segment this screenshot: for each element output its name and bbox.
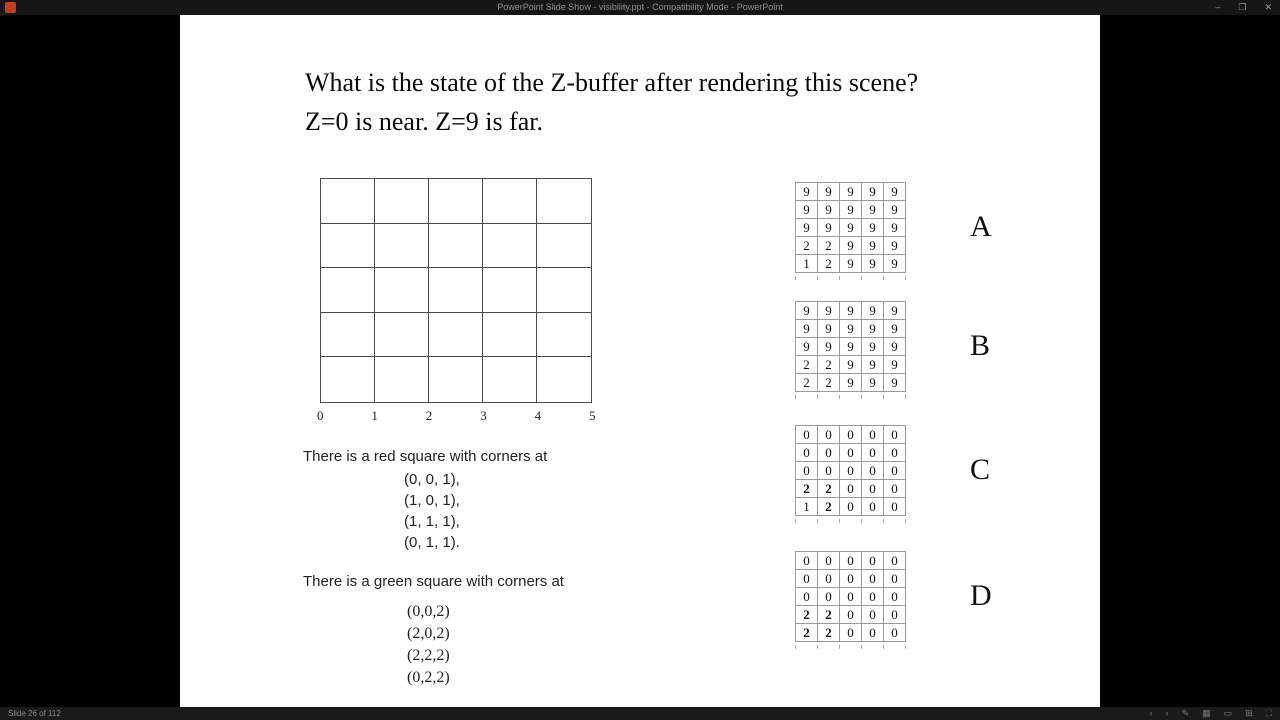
- slide-title-line2: Z=0 is near. Z=9 is far.: [305, 107, 543, 136]
- matrix-ticks: [795, 518, 907, 524]
- matrix-cell: 9: [884, 320, 906, 338]
- matrix-row: [796, 624, 906, 642]
- next-slide-button[interactable]: ›: [1165, 708, 1169, 718]
- slide: [180, 15, 1100, 707]
- slide-count: Slide 26 of 112: [8, 709, 61, 718]
- matrix-cell: 0: [818, 426, 840, 444]
- matrix-cell: 0: [862, 462, 884, 480]
- option-A: [795, 182, 1095, 282]
- matrix-cell: 9: [796, 201, 818, 219]
- matrix-cell: 9: [840, 219, 862, 237]
- zbuffer-matrix-A: [795, 182, 906, 273]
- axis-label-3: 3: [480, 408, 487, 423]
- matrix-cell: 0: [796, 426, 818, 444]
- matrix-cell: 0: [796, 462, 818, 480]
- matrix-cell: 9: [884, 255, 906, 273]
- matrix-cell: 0: [796, 570, 818, 588]
- matrix-row: [796, 219, 906, 237]
- matrix-row: [796, 426, 906, 444]
- matrix-cell: 0: [818, 588, 840, 606]
- matrix-cell: 9: [862, 255, 884, 273]
- option-label-B: B: [970, 329, 991, 362]
- matrix-cell: 0: [862, 480, 884, 498]
- matrix-cell: 0: [862, 624, 884, 642]
- matrix-cell: 0: [840, 588, 862, 606]
- zbuffer-matrix-B: [795, 301, 906, 392]
- matrix-cell: 0: [818, 444, 840, 462]
- zbuffer-matrix-C: [795, 425, 906, 516]
- matrix-cell: 0: [818, 552, 840, 570]
- matrix-row: [796, 302, 906, 320]
- corner-item: (0,0,2): [407, 603, 450, 620]
- matrix-cell: 9: [818, 320, 840, 338]
- matrix-cell: 9: [840, 183, 862, 201]
- matrix-cell: 0: [840, 624, 862, 642]
- corner-item: (0, 1, 1).: [404, 534, 460, 551]
- presentation-stage: [0, 15, 1280, 707]
- matrix-cell: 0: [884, 588, 906, 606]
- matrix-cell: 0: [840, 606, 862, 624]
- matrix-cell: 0: [840, 498, 862, 516]
- matrix-row: [796, 588, 906, 606]
- matrix-cell: 0: [840, 462, 862, 480]
- matrix-cell: 9: [818, 302, 840, 320]
- matrix-cell: 9: [840, 338, 862, 356]
- axis-label-0: 0: [317, 408, 324, 423]
- matrix-cell: 9: [862, 183, 884, 201]
- matrix-row: [796, 444, 906, 462]
- matrix-cell: 2: [796, 356, 818, 374]
- matrix-row: [796, 498, 906, 516]
- matrix-cell: 0: [862, 498, 884, 516]
- matrix-cell: 0: [884, 462, 906, 480]
- window-controls: [1215, 0, 1272, 15]
- matrix-cell: 0: [884, 444, 906, 462]
- matrix-cell: 2: [818, 624, 840, 642]
- matrix-cell: 9: [840, 356, 862, 374]
- matrix-row: [796, 552, 906, 570]
- matrix-cell: 9: [840, 201, 862, 219]
- corner-item: (0,2,2): [407, 669, 450, 686]
- matrix-cell: 9: [884, 201, 906, 219]
- matrix-cell: 0: [840, 444, 862, 462]
- matrix-cell: 2: [818, 606, 840, 624]
- matrix-cell: 0: [796, 444, 818, 462]
- option-label-C: C: [970, 453, 991, 486]
- matrix-cell: 2: [818, 498, 840, 516]
- matrix-row: [796, 338, 906, 356]
- maximize-button[interactable]: ❐: [1238, 2, 1247, 12]
- matrix-cell: 9: [862, 302, 884, 320]
- matrix-cell: 0: [796, 588, 818, 606]
- option-D: [795, 551, 1095, 651]
- matrix-cell: 9: [796, 338, 818, 356]
- corner-item: (0, 0, 1),: [404, 471, 460, 488]
- slide-title-line1: What is the state of the Z-buffer after rendering this scene?: [305, 68, 919, 97]
- normal-view-button[interactable]: ▭: [1223, 708, 1233, 718]
- matrix-cell: 0: [884, 570, 906, 588]
- matrix-row: [796, 201, 906, 219]
- matrix-cell: 0: [862, 588, 884, 606]
- options-column: [180, 15, 1100, 707]
- matrix-cell: 0: [840, 552, 862, 570]
- matrix-cell: 9: [862, 356, 884, 374]
- fullscreen-button[interactable]: ⛶: [1265, 708, 1272, 718]
- window-title: PowerPoint Slide Show - visibility.ppt - Compatibility Mode - PowerPoint: [497, 2, 783, 12]
- statusbar-icons: [1150, 707, 1272, 720]
- matrix-cell: 0: [840, 480, 862, 498]
- matrix-cell: 2: [796, 237, 818, 255]
- matrix-row: [796, 570, 906, 588]
- matrix-cell: 9: [796, 302, 818, 320]
- matrix-cell: 0: [884, 426, 906, 444]
- corner-item: (1, 0, 1),: [404, 492, 460, 509]
- matrix-cell: 9: [884, 237, 906, 255]
- option-label-D: D: [970, 579, 992, 612]
- matrix-row: [796, 462, 906, 480]
- matrix-cell: 9: [840, 237, 862, 255]
- matrix-cell: 9: [818, 219, 840, 237]
- matrix-cell: 9: [840, 255, 862, 273]
- matrix-row: [796, 480, 906, 498]
- matrix-cell: 9: [840, 374, 862, 392]
- pen-tool-button[interactable]: ✎: [1181, 708, 1190, 718]
- matrix-cell: 9: [884, 356, 906, 374]
- matrix-row: [796, 183, 906, 201]
- matrix-cell: 2: [796, 624, 818, 642]
- matrix-cell: 2: [818, 374, 840, 392]
- option-C: [795, 425, 1095, 525]
- matrix-ticks: [795, 275, 907, 281]
- matrix-cell: 0: [862, 444, 884, 462]
- matrix-cell: 0: [862, 606, 884, 624]
- matrix-cell: 9: [862, 201, 884, 219]
- matrix-cell: 0: [862, 426, 884, 444]
- matrix-cell: 9: [884, 374, 906, 392]
- matrix-cell: 9: [884, 338, 906, 356]
- close-button[interactable]: ✕: [1264, 2, 1272, 12]
- red-square-heading: There is a red square with corners at: [303, 448, 548, 465]
- axis-label-2: 2: [425, 408, 433, 423]
- corner-item: (1, 1, 1),: [404, 513, 460, 530]
- previous-slide-button[interactable]: ‹: [1149, 708, 1153, 718]
- corner-item: (2,2,2): [407, 647, 450, 664]
- see-all-slides-button[interactable]: ▦: [1202, 708, 1211, 718]
- matrix-cell: 0: [884, 552, 906, 570]
- option-B: [795, 301, 1095, 401]
- matrix-cell: 9: [884, 302, 906, 320]
- green-square-heading: There is a green square with corners at: [303, 573, 564, 590]
- matrix-row: [796, 356, 906, 374]
- matrix-cell: 9: [884, 183, 906, 201]
- matrix-row: [796, 320, 906, 338]
- matrix-cell: 0: [840, 570, 862, 588]
- matrix-cell: 9: [796, 320, 818, 338]
- minimize-button[interactable]: –: [1215, 2, 1221, 12]
- corner-item: (2,0,2): [407, 625, 450, 642]
- matrix-cell: 1: [796, 498, 818, 516]
- matrix-cell: 2: [818, 480, 840, 498]
- matrix-cell: 2: [796, 374, 818, 392]
- matrix-cell: 2: [818, 255, 840, 273]
- matrix-cell: 9: [840, 302, 862, 320]
- matrix-row: [796, 237, 906, 255]
- matrix-cell: 9: [862, 219, 884, 237]
- matrix-cell: 9: [818, 338, 840, 356]
- axis-label-4: 4: [534, 408, 542, 423]
- matrix-cell: 9: [840, 320, 862, 338]
- matrix-ticks: [795, 644, 907, 650]
- matrix-cell: 0: [818, 570, 840, 588]
- matrix-cell: 0: [884, 606, 906, 624]
- matrix-row: [796, 606, 906, 624]
- matrix-cell: 0: [884, 624, 906, 642]
- matrix-cell: 9: [862, 320, 884, 338]
- matrix-cell: 2: [796, 480, 818, 498]
- option-label-A: A: [970, 210, 992, 243]
- matrix-cell: 9: [796, 219, 818, 237]
- matrix-row: [796, 255, 906, 273]
- matrix-cell: 0: [818, 462, 840, 480]
- matrix-row: [796, 374, 906, 392]
- slide-sorter-view-button[interactable]: ⊞: [1245, 708, 1253, 718]
- matrix-cell: 9: [818, 183, 840, 201]
- matrix-cell: 9: [884, 219, 906, 237]
- axis-label-1: 1: [371, 408, 378, 423]
- matrix-cell: 9: [862, 338, 884, 356]
- axis-label-5: 5: [589, 408, 596, 423]
- matrix-cell: 9: [862, 237, 884, 255]
- matrix-cell: 0: [884, 498, 906, 516]
- matrix-cell: 0: [796, 552, 818, 570]
- matrix-cell: 0: [862, 552, 884, 570]
- matrix-cell: 0: [862, 570, 884, 588]
- matrix-cell: 2: [818, 237, 840, 255]
- matrix-cell: 0: [884, 480, 906, 498]
- statusbar: [0, 707, 1280, 720]
- matrix-cell: 9: [862, 374, 884, 392]
- matrix-cell: 2: [818, 356, 840, 374]
- matrix-ticks: [795, 394, 907, 400]
- matrix-cell: 0: [840, 426, 862, 444]
- matrix-cell: 1: [796, 255, 818, 273]
- matrix-cell: 9: [796, 183, 818, 201]
- matrix-cell: 2: [796, 606, 818, 624]
- zbuffer-matrix-D: [795, 551, 906, 642]
- matrix-cell: 9: [818, 201, 840, 219]
- titlebar: [0, 0, 1280, 15]
